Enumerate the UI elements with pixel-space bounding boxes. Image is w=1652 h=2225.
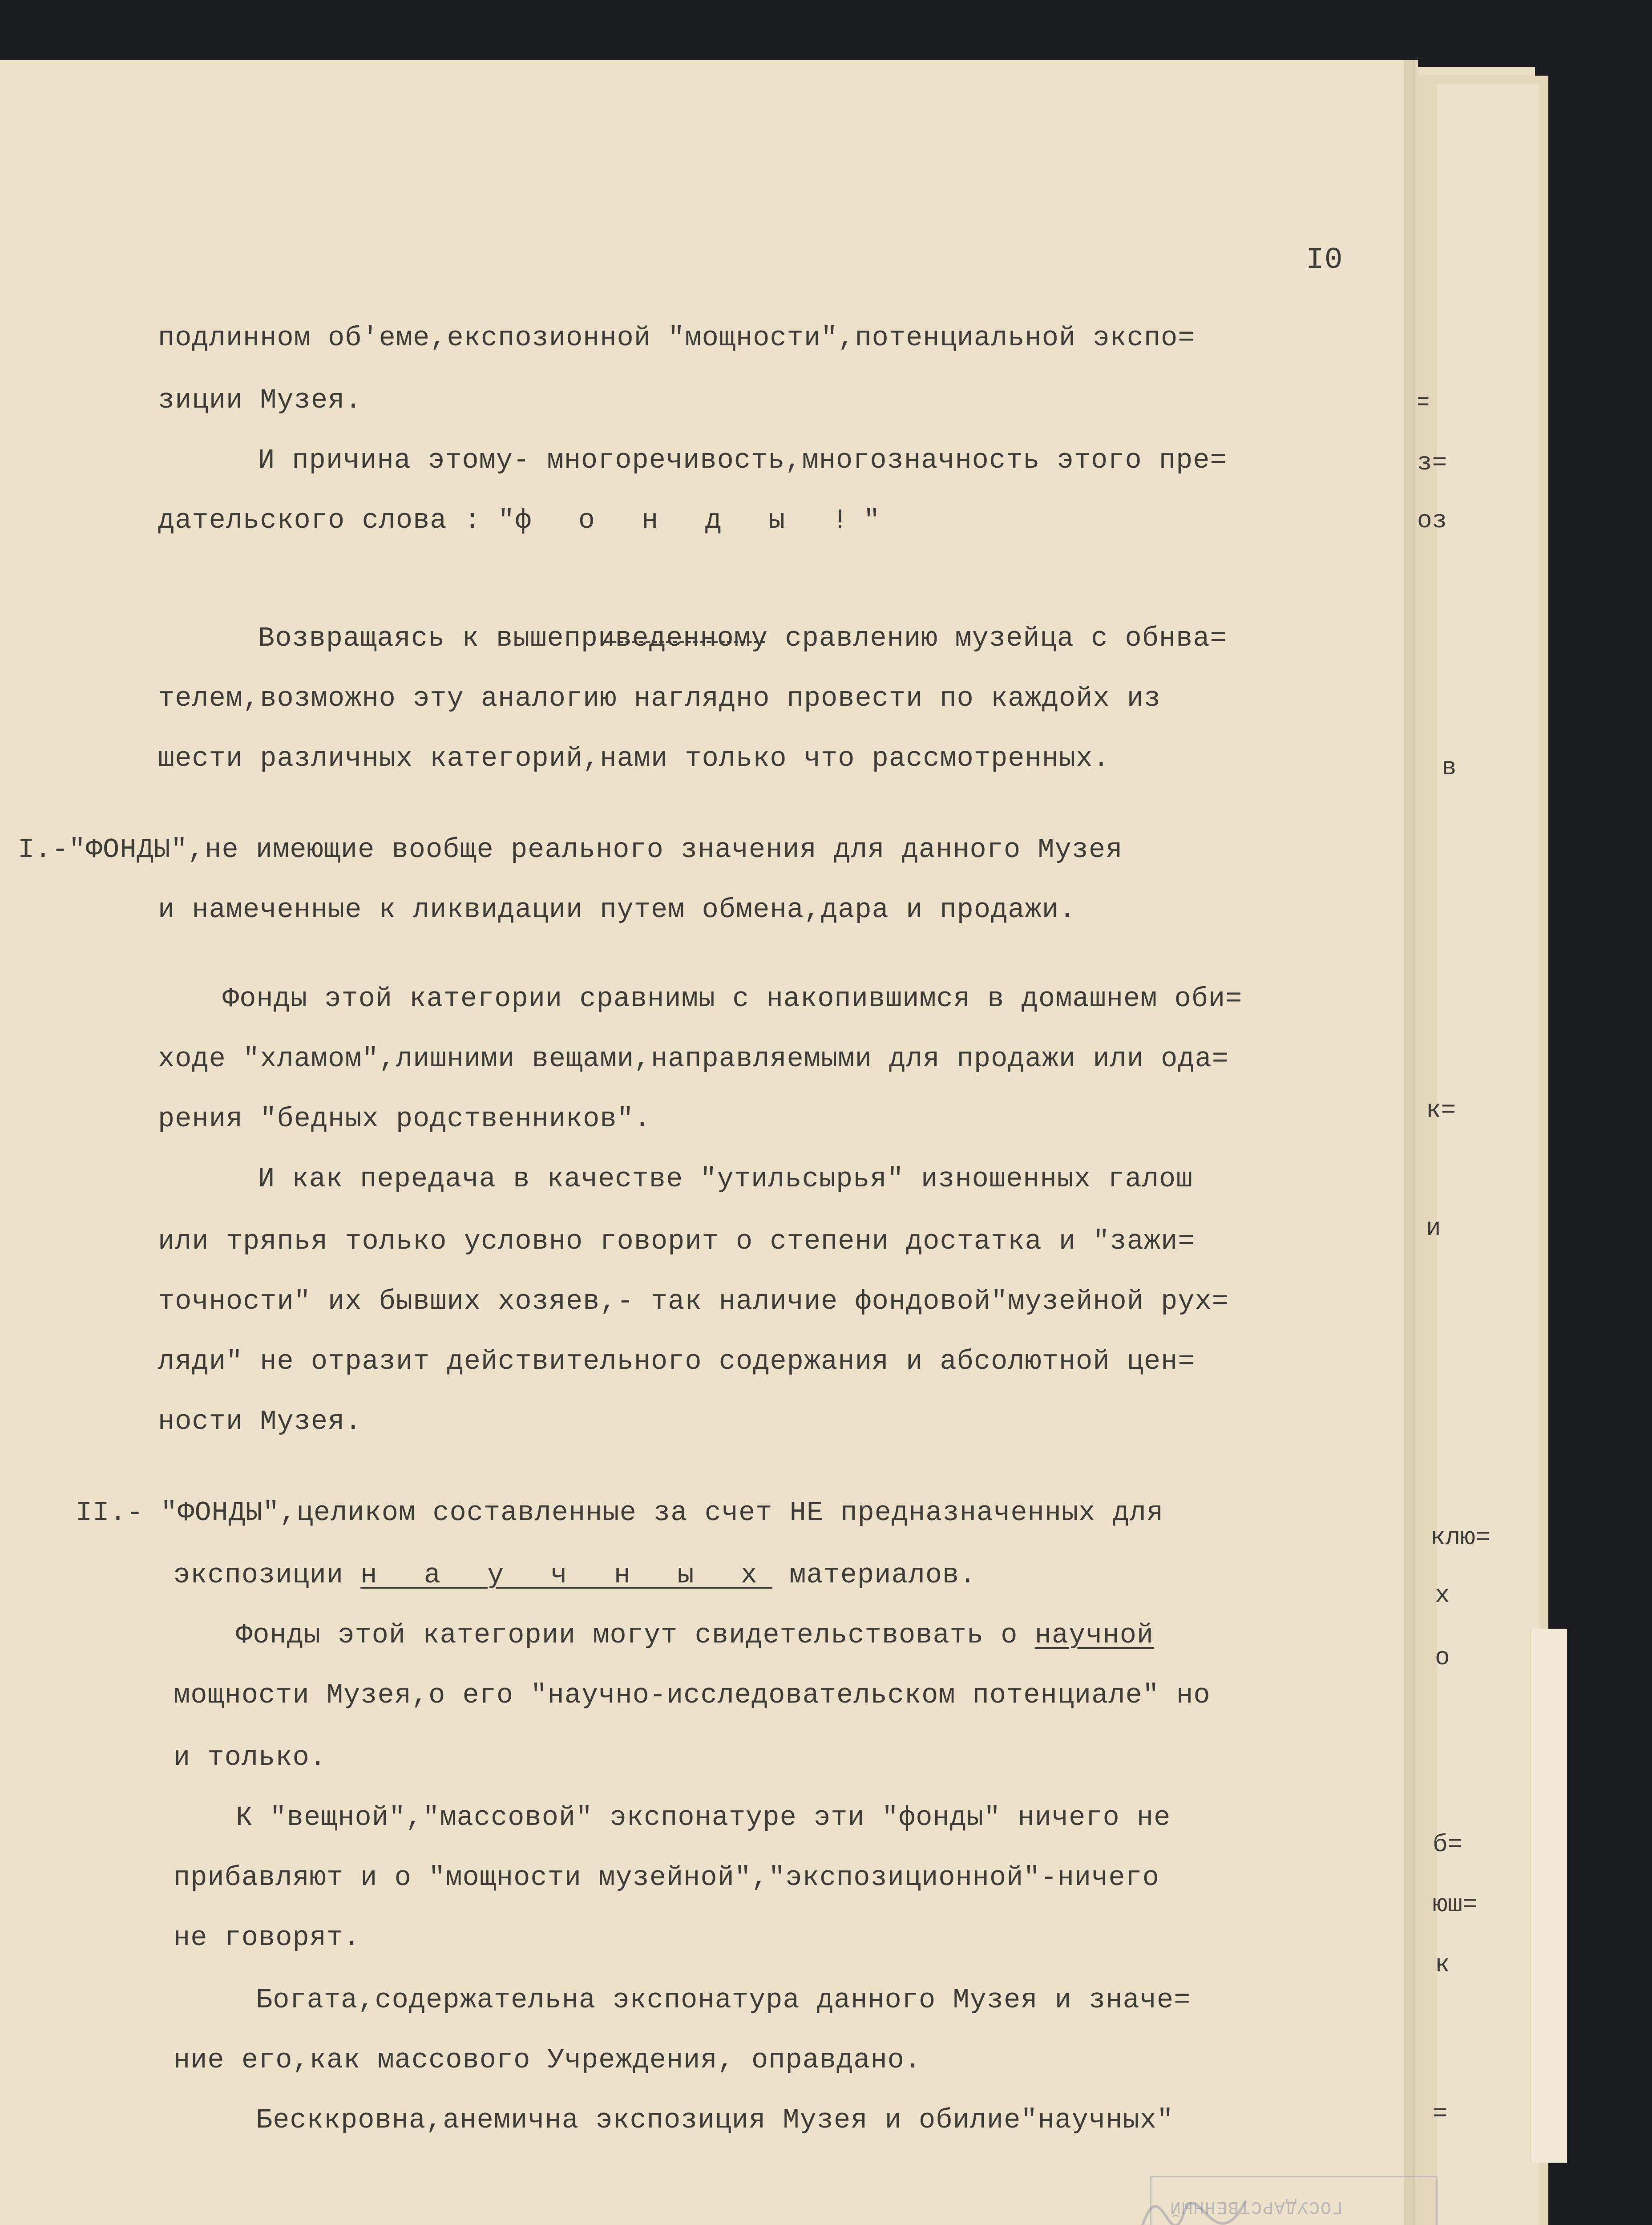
spaced-word: ф о н д ы ! (515, 505, 864, 536)
text-line: или тряпья только условно говорит о степени достатка и "зажи= (158, 1226, 1195, 1257)
text-line: И как передача в качестве "утильсырья" изношенных галош (258, 1163, 1193, 1195)
text-line: экспозиции н а у ч н ы х материалов. (174, 1559, 977, 1591)
text-line: мощности Музея,о его "научно-исследовательском потенциале" но (174, 1679, 1211, 1711)
text-line: не говорят. (174, 1922, 361, 1954)
text-line: и намеченные к ликвидации путем обмена,дара и продажи. (158, 894, 1076, 926)
margin-mark: = (1415, 388, 1430, 417)
margin-mark: = (1433, 2100, 1448, 2128)
text-line: рения "бедных родственников". (158, 1103, 651, 1135)
text-line: I.-"ФОНДЫ",не имеющие вообще реального значения для данного Музея (18, 834, 1123, 866)
signature-scribble (1086, 2183, 1255, 2225)
text-line: ние его,как массового Учреждения, оправдано. (174, 2044, 922, 2076)
underlined-word: научной (1034, 1619, 1154, 1651)
text-line: Богата,содержательна экспонатура данного Музея и значе= (256, 1984, 1191, 2016)
text-line: и только. (174, 1742, 327, 1773)
text-line: шести различных категорий,нами только что рассмотренных. (158, 743, 1110, 774)
text-line: дательского слова : "ф о н д ы !" (158, 505, 881, 536)
text-line: подлинном об'еме,експозионной "мощности",потенциальной экспо= (158, 322, 1195, 354)
text-line: зиции Музея. (158, 384, 362, 416)
underlined-spaced-word: н а у ч н ы х (360, 1559, 772, 1591)
margin-mark: о (1435, 1643, 1450, 1672)
margin-mark: к= (1426, 1096, 1456, 1125)
text-line: Возвращаясь к вышеприведенному сравлению музейца с обнва= (258, 623, 1227, 654)
margin-mark: х (1435, 1581, 1450, 1610)
margin-mark: к (1435, 1950, 1450, 1979)
text-line: Фонды этой категории могут свидетельствовать о научной (236, 1619, 1154, 1651)
text-line: Фонды этой категории сравнимы с накопившимся в домашнем оби= (222, 983, 1243, 1015)
margin-mark: б= (1433, 1830, 1463, 1859)
margin-mark: оз (1417, 506, 1447, 535)
text-line: телем,возможно эту аналогию наглядно провести по каждойх из (158, 683, 1161, 714)
margin-mark: юш= (1433, 1890, 1478, 1919)
archive-stamp: ГОСУДАРСТВЕННЫЙ (1150, 2176, 1438, 2225)
page-number: I0 (1306, 243, 1343, 277)
text-line: II.- "ФОНДЫ",целиком составленные за счет НЕ предназначенных для (76, 1497, 1164, 1529)
margin-mark: в (1442, 753, 1457, 782)
text-line: ляди" не отразит действительного содержания и абсолютной цен= (158, 1346, 1195, 1377)
text-line: Бесккровна,анемична экспозиция Музея и обилие"научных" (256, 2104, 1174, 2136)
text-line: ходе "хламом",лишними вещами,направляемыми для продажи или ода= (158, 1043, 1229, 1075)
text-line: прибавляют и о "мощности музейной","экспозиционной"-ничего (174, 1862, 1159, 1893)
paper-tape-strip (1531, 1629, 1567, 2163)
margin-mark: з= (1417, 449, 1447, 477)
text-line: К "вещной","массовой" экспонатуре эти "фонды" ничего не (236, 1802, 1171, 1833)
typewritten-page (0, 60, 1413, 2225)
margin-mark: клю= (1430, 1523, 1490, 1552)
text-line: ности Музея. (158, 1406, 362, 1437)
text-line: И причина этому- многоречивость,многозначность этого пре= (258, 445, 1227, 476)
text-line: точности" их бывших хозяев,- так наличие фондовой"музейной рух= (158, 1286, 1229, 1317)
margin-mark: и (1426, 1214, 1441, 1242)
